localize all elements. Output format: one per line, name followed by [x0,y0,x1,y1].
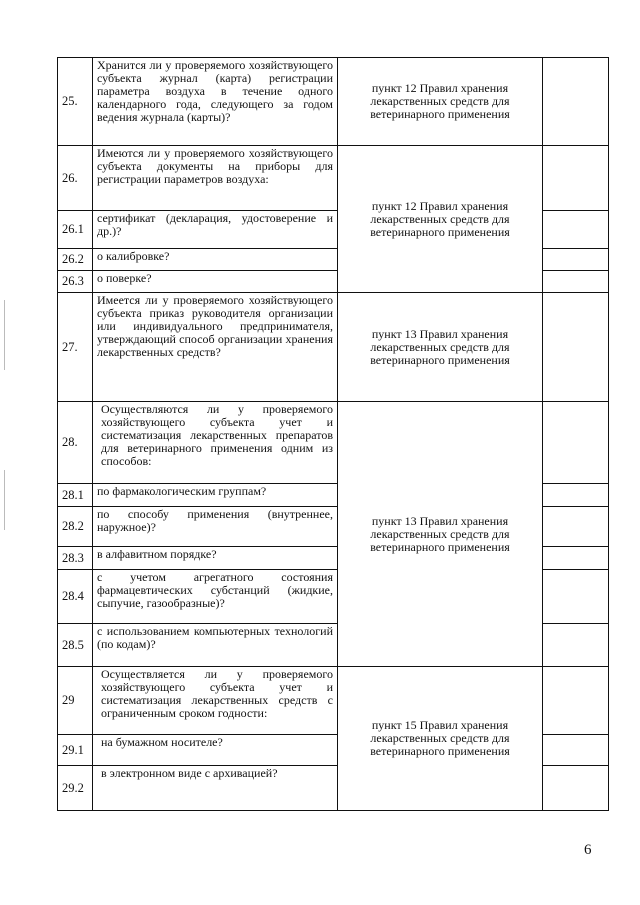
question-text: сертификат (декларация, удостоверение и др.)? [93,211,338,249]
question-text: в алфавитном порядке? [93,547,338,570]
row-number: 26.1 [58,211,93,249]
answer-cell[interactable] [543,507,609,547]
question-text: Осуществляются ли у проверяемого хозяйствующего субъекта учет и систематизация лекарственных препаратов для ветеринарного применения одним из способов: [93,402,338,484]
answer-cell[interactable] [543,402,609,484]
legal-reference: пункт 15 Правил хранения лекарственных средств для ветеринарного применения [338,667,543,811]
row-number: 28.2 [58,507,93,547]
row-number: 29.2 [58,766,93,811]
row-number: 28. [58,402,93,484]
legal-reference: пункт 12 Правил хранения лекарственных средств для ветеринарного применения [338,146,543,293]
row-number: 28.1 [58,484,93,507]
question-text: в электронном виде с архивацией? [93,766,338,811]
answer-cell[interactable] [543,735,609,766]
scan-margin-mark [4,470,5,530]
row-number: 26.2 [58,249,93,271]
scan-margin-mark [4,300,5,370]
question-text: с использованием компьютерных технологий (по кодам)? [93,624,338,667]
answer-cell[interactable] [543,211,609,249]
legal-reference: пункт 13 Правил хранения лекарственных средств для ветеринарного применения [338,402,543,667]
question-text: Хранится ли у проверяемого хозяйствующего субъекта журнал (карта) регистрации параметра воздуха в течение одного календарного года, следующего за годом ведения журнала (карты)? [93,58,338,146]
row-number: 29 [58,667,93,735]
question-text: по способу применения (внутреннее, наружное)? [93,507,338,547]
table-row [58,293,609,402]
legal-reference: пункт 13 Правил хранения лекарственных средств для ветеринарного применения [338,293,543,402]
table-row [58,58,609,146]
answer-cell[interactable] [543,271,609,293]
checklist-table [57,57,609,811]
table-row [58,667,609,735]
question-text: Имеется ли у проверяемого хозяйствующего субъекта приказ руководителя организации или индивидуального предпринимателя, утверждающий способ организации хранения лекарственных средств? [93,293,338,402]
question-text: по фармакологическим группам? [93,484,338,507]
question-text: о калибровке? [93,249,338,271]
answer-cell[interactable] [543,667,609,735]
question-text: с учетом агрегатного состояния фармацевтических субстанций (жидкие, сыпучие, газообразные)? [93,570,338,624]
answer-cell[interactable] [543,249,609,271]
row-number: 27. [58,293,93,402]
answer-cell[interactable] [543,484,609,507]
page-number: 6 [584,842,592,858]
answer-cell[interactable] [543,766,609,811]
answer-cell[interactable] [543,624,609,667]
row-number: 26. [58,146,93,211]
row-number: 28.5 [58,624,93,667]
answer-cell[interactable] [543,570,609,624]
question-text: Осуществляется ли у проверяемого хозяйствующего субъекта учет и систематизация лекарственных средств с ограниченным сроком годности: [93,667,338,735]
table-row [58,402,609,484]
question-text: о поверке? [93,271,338,293]
answer-cell[interactable] [543,146,609,211]
row-number: 25. [58,58,93,146]
answer-cell[interactable] [543,293,609,402]
row-number: 26.3 [58,271,93,293]
answer-cell[interactable] [543,58,609,146]
question-text: Имеются ли у проверяемого хозяйствующего субъекта документы на приборы для регистрации параметров воздуха: [93,146,338,211]
legal-reference: пункт 12 Правил хранения лекарственных средств для ветеринарного применения [338,58,543,146]
row-number: 28.4 [58,570,93,624]
question-text: на бумажном носителе? [93,735,338,766]
answer-cell[interactable] [543,547,609,570]
table-row [58,146,609,211]
row-number: 29.1 [58,735,93,766]
row-number: 28.3 [58,547,93,570]
